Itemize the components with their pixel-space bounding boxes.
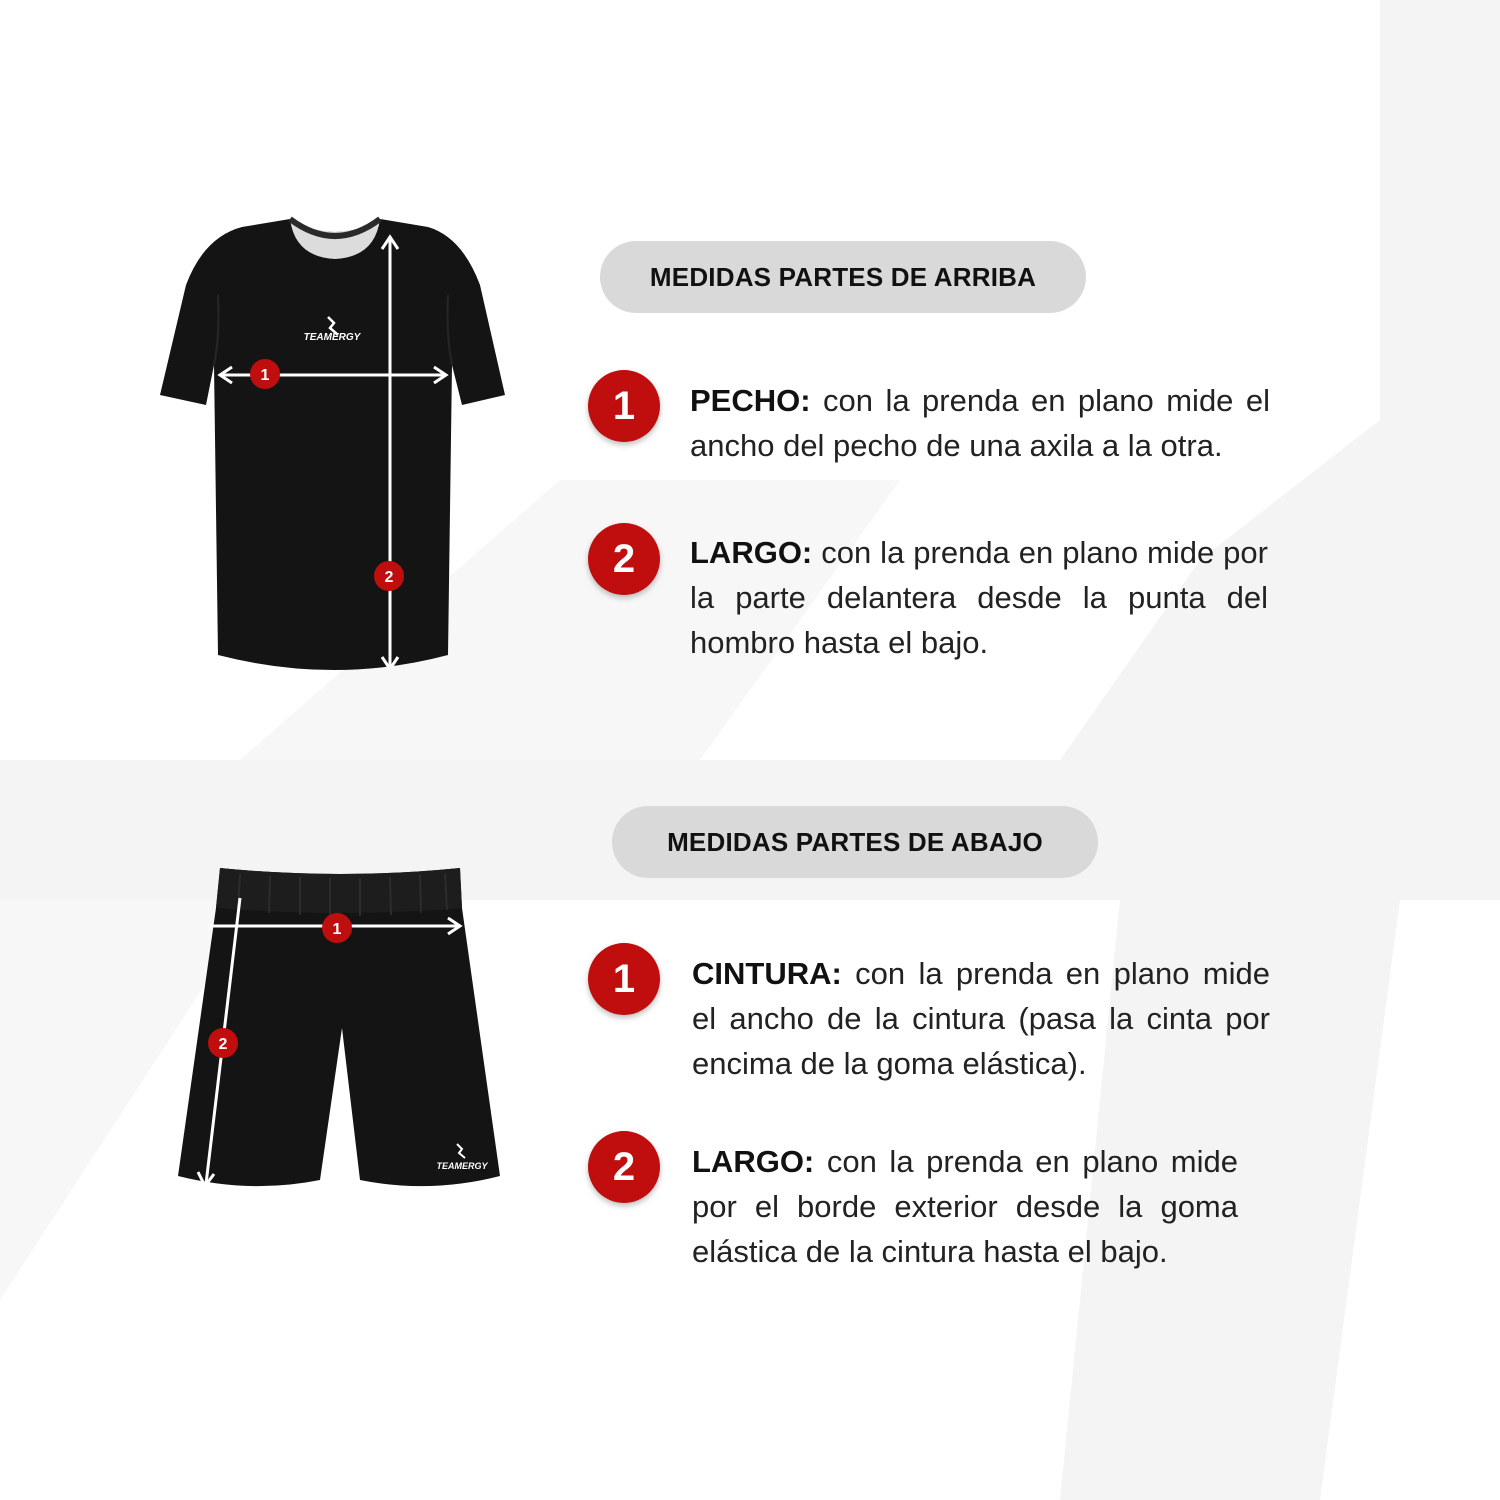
instruction-text: con la prenda en plano mide por la parte delantera desde la punta del hombro hasta el bajo. (690, 535, 1268, 660)
instruction-top-length (690, 530, 1268, 665)
step-badge-bottom-1 (588, 943, 660, 1015)
measure-marker-length-label: 2 (384, 569, 394, 586)
shorts-illustration (170, 858, 510, 1198)
step-badge-top-1 (588, 370, 660, 442)
instruction-text: con la prenda en plano mide por el borde exterior desde la goma elástica de la cintura hasta el bajo. (692, 1144, 1238, 1269)
instruction-label: LARGO: (690, 535, 813, 570)
step-badge-number: 2 (612, 1144, 636, 1189)
measure-marker-waist (322, 913, 352, 943)
instruction-bottom-length (692, 1139, 1238, 1274)
measure-marker-waist-label: 1 (332, 921, 342, 938)
step-badge-top-2 (588, 523, 660, 595)
brand-logo-text-shorts: TEAMERGY (436, 1161, 488, 1171)
instruction-label: PECHO: (690, 383, 811, 418)
instruction-label: CINTURA: (692, 956, 842, 991)
instruction-top-chest (690, 378, 1270, 468)
tshirt-illustration (150, 215, 520, 685)
instruction-bottom-waist (692, 951, 1270, 1086)
section-heading-bottom-text: MEDIDAS PARTES DE ABAJO (667, 826, 1043, 857)
measure-marker-length (374, 561, 404, 591)
measure-marker-side-length (208, 1028, 238, 1058)
section-heading-top (600, 241, 1086, 313)
step-badge-number: 1 (612, 956, 636, 1001)
measure-marker-chest (250, 359, 280, 389)
step-badge-number: 1 (612, 383, 636, 428)
section-heading-top-text: MEDIDAS PARTES DE ARRIBA (649, 261, 1037, 292)
brand-logo-text: TEAMERGY (303, 332, 361, 343)
instruction-text: con la prenda en plano mide el ancho del pecho de una axila a la otra. (690, 383, 1270, 463)
measure-marker-side-length-label: 2 (218, 1036, 228, 1053)
step-badge-number: 2 (612, 536, 636, 581)
instruction-label: LARGO: (692, 1144, 815, 1179)
section-heading-bottom (612, 806, 1098, 878)
instruction-text: con la prenda en plano mide el ancho de la cintura (pasa la cinta por encima de la goma elástica). (692, 956, 1270, 1081)
step-badge-bottom-2 (588, 1131, 660, 1203)
measure-marker-chest-label: 1 (260, 367, 270, 384)
